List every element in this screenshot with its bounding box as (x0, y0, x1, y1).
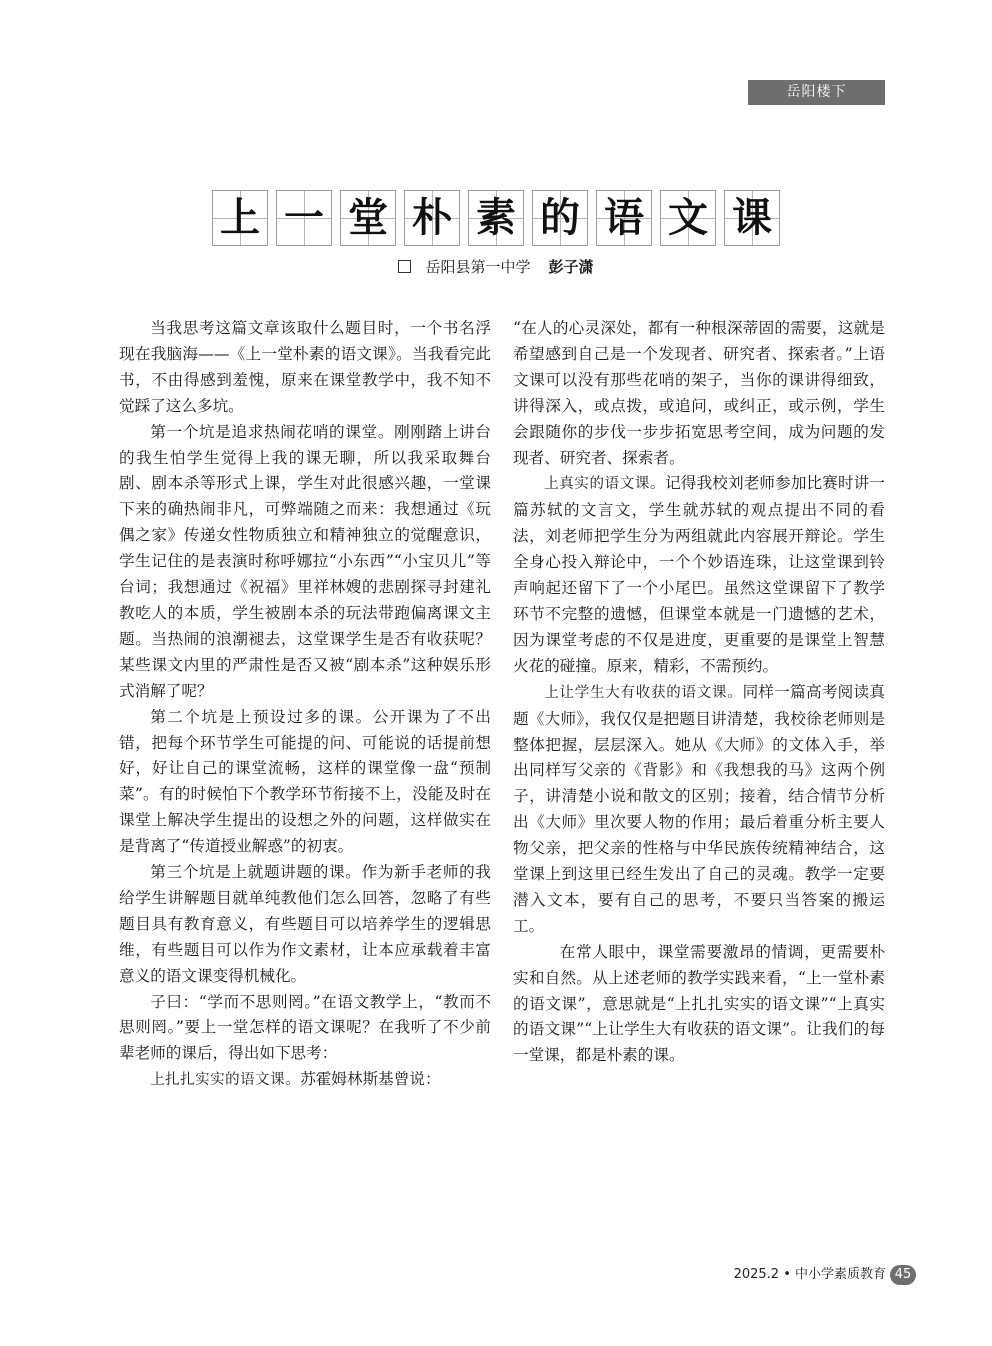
paragraph-lead: 上扎扎实实的语文课。 (150, 1072, 301, 1089)
left-column (119, 316, 491, 1094)
paragraph (119, 1067, 491, 1094)
paragraph-text: 同样一篇高考阅读真题《大师》，我仅仅是把题目讲清楚，我校徐老师则是整体把握，层层深入。她从《大师》的文体入手，举出同样写父亲的《背影》和《我想我的马》这两个例子，讲清楚小说和散文的区别；接着，结合情节分析出《大师》里次要人物的作用；最后着重分析主要人物父亲，把父亲的性格与中华民族传统精神结合，这堂课上到这里已经生发出了自己的灵魂。教学一定要潜入文本，要有自己的思考，不要只当答案的搬运工。 (513, 682, 885, 935)
issue-label: 2025.2 • 中小学素质教育 (733, 1267, 886, 1282)
paragraph: 在常人眼中，课堂需要激昂的情调，更需要朴实和自然。从上述老师的教学实践来看，“上一堂朴素的语文课”，意思就是“上扎扎实实的语文课”“上真实的语文课”“上让学生大有收获的语文课”。让我们的每一堂课，都是朴素的课。 (513, 942, 885, 1065)
paragraph: “在人的心灵深处，都有一种根深蒂固的需要，这就是希望感到自己是一个发现者、研究者、探索者。”上语文课可以没有那些花哨的架子，当你的课讲得细致，讲得深入，或点拨，或追问，或纠正，或示例，学生会跟随你的步伐一步步拓宽思考空间，成为问题的发现者、研究者、探索者。 (513, 319, 885, 467)
page-number: 45 (890, 1265, 916, 1285)
paragraph-lead: 上让学生大有收获的语文课。 (544, 684, 743, 701)
paragraph (513, 680, 885, 940)
paragraph-lead: 上真实的语文课。 (544, 476, 666, 493)
paragraph-text: 记得我校刘老师参加比赛时讲一篇苏轼的文言文，学生就苏轼的观点提出不同的看法，刘老师把学生分为两组就此内容展开辩论。学生全身心投入辩论中，一个个妙语连珠，让这堂课到铃声响起还留下了一个小尾巴。虽然这堂课留下了教学环节不完整的遗憾，但课堂本就是一门遗憾的艺术，因为课堂考虑的不仅是进度，更重要的是课堂上智慧火花的碰撞。原来，精彩，不需预约。 (513, 474, 885, 675)
author-school: 岳阳县第一中学 (425, 258, 531, 276)
page-footer (734, 1263, 916, 1285)
title-char: 素 (468, 190, 524, 246)
title-char: 堂 (340, 190, 396, 246)
paragraph: 子曰：“学而不思则罔。”在语文教学上，“教而不思则罔。”要上一堂怎样的语文课呢？在我听了不少前辈老师的课后，得出如下思考： (119, 992, 491, 1063)
paragraph (513, 471, 885, 679)
title-char: 文 (660, 190, 716, 246)
title-char: 语 (596, 190, 652, 246)
title-char: 的 (532, 190, 588, 246)
byline (0, 256, 992, 277)
title-char: 一 (276, 190, 332, 246)
section-tag: 岳阳楼下 (748, 80, 885, 105)
square-icon (398, 260, 411, 273)
paragraph: 第一个坑是追求热闹花哨的课堂。刚刚踏上讲台的我生怕学生觉得上我的课无聊，所以我采取舞台剧、剧本杀等形式上课，学生对此很感兴趣，一堂课下来的确热闹非凡，可弊端随之而来：我想通过《玩偶之家》传递女性物质独立和精神独立的觉醒意识，学生记住的是表演时称呼娜拉“小东西”“小宝贝儿”等台词；我想通过《祝福》里祥林嫂的悲剧探寻封建礼教吃人的本质，学生被剧本杀的玩法带跑偏离课文主题。当热闹的浪潮褪去，这堂课学生是否有收获呢？某些课文内里的严肃性是否又被“剧本杀”这种娱乐形式消解了呢？ (119, 422, 491, 700)
right-column (513, 316, 885, 1069)
paragraph: 当我思考这篇文章该取什么题目时，一个书名浮现在我脑海——《上一堂朴素的语文课》。当我看完此书，不由得感到羞愧，原来在课堂教学中，我不知不觉踩了这么多坑。 (119, 319, 491, 415)
title-char: 课 (724, 190, 780, 246)
paragraph-text: 苏霍姆林斯基曾说： (300, 1070, 441, 1089)
article-title (0, 190, 992, 246)
author-name: 彭子潇 (548, 258, 594, 276)
paragraph: 第三个坑是上就题讲题的课。作为新手老师的我给学生讲解题目就单纯教他们怎么回答，忽略了有些题目具有教育意义，有些题目可以培养学生的逻辑思维，有些题目可以作为作文素材，让本应承载着丰富意义的语文课变得机械化。 (119, 863, 491, 985)
title-char: 朴 (404, 190, 460, 246)
paragraph: 第二个坑是上预设过多的课。公开课为了不出错，把每个环节学生可能提的问、可能说的话提前想好，好让自己的课堂流畅，这样的课堂像一盘“预制菜”。有的时候怕下个教学环节衔接不上，没能及时在课堂上解决学生提出的设想之外的问题，这样做实在是背离了“传道授业解惑”的初衷。 (119, 707, 491, 856)
title-char: 上 (212, 190, 268, 246)
